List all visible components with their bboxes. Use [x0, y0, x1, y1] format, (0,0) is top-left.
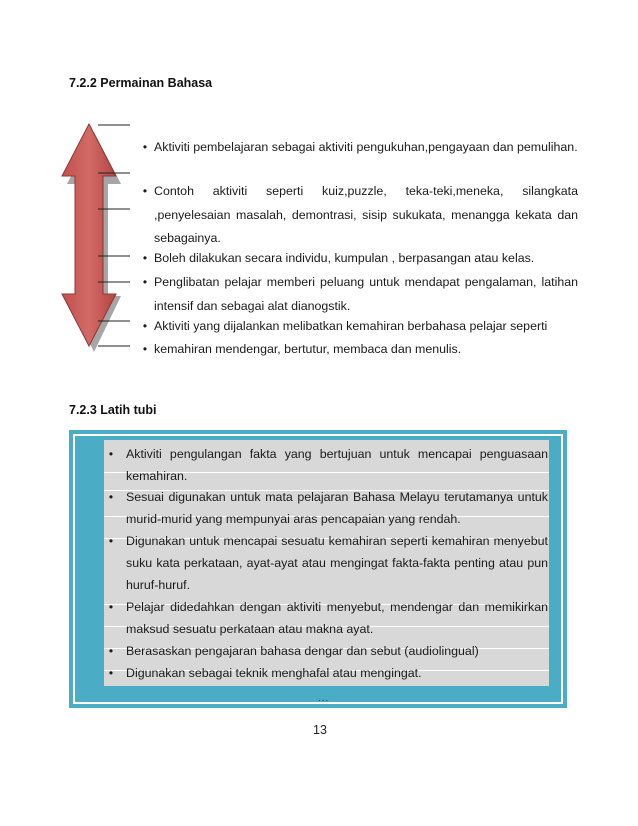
bullet-icon: •	[108, 666, 114, 680]
list-item: • Aktiviti yang dijalankan melibatkan kemahiran berbahasa pelajar seperti	[138, 315, 578, 339]
bullet-icon: •	[108, 600, 114, 614]
bullet-icon: •	[108, 534, 114, 548]
bullet-icon: •	[108, 490, 114, 504]
list-item: • Digunakan untuk mencapai sesuatu kemahiran seperti kemahiran menyebut suku kata perkataan, ayat-ayat atau mengingat fakta-fakta penting atau pun huruf-huruf.	[105, 530, 548, 596]
bullet-icon: •	[142, 342, 148, 356]
list-item: • kemahiran mendengar, bertutur, membaca dan menulis.	[138, 338, 578, 362]
list-item: • Boleh dilakukan secara individu, kumpulan , berpasangan atau kelas.	[138, 247, 578, 271]
continuation-dots: ...	[318, 693, 330, 704]
list-item: • Aktiviti pembelajaran sebagai aktiviti pengukuhan,pengayaan dan pemulihan.	[138, 136, 578, 160]
heading-latih-tubi: 7.2.3 Latih tubi	[69, 403, 157, 417]
page-number: 13	[313, 723, 327, 737]
bullet-icon: •	[142, 140, 148, 154]
bullet-icon: •	[142, 251, 148, 265]
bullet-icon: •	[108, 644, 114, 658]
list-item: • Berasaskan pengajaran bahasa dengar dan sebut (audiolingual)	[105, 640, 548, 662]
list-item: • Contoh aktiviti seperti kuiz,puzzle, teka-teki,meneka, silangkata ,penyelesaian masalah, demontrasi, sisip sukukata, menangga kekata dan sebagainya.	[138, 180, 578, 251]
list-item: • Penglibatan pelajar memberi peluang untuk mendapat pengalaman, latihan intensif dan sebagai alat dianogstik.	[138, 271, 578, 318]
bullet-icon: •	[142, 275, 148, 289]
bullet-icon: •	[108, 447, 114, 461]
list-item: • Pelajar didedahkan dengan aktiviti menyebut, mendengar dan memikirkan maksud sesuatu perkataan atau makna ayat.	[105, 596, 548, 640]
list-item: • Sesuai digunakan untuk mata pelajaran Bahasa Melayu terutamanya untuk murid-murid yang mempunyai aras pencapaian yang rendah.	[105, 486, 548, 530]
bullet-icon: •	[142, 184, 148, 198]
bullet-icon: •	[142, 319, 148, 333]
heading-permainan-bahasa: 7.2.2 Permainan Bahasa	[69, 76, 213, 90]
list-item: • Aktiviti pengulangan fakta yang bertujuan untuk mencapai penguasaan kemahiran.	[105, 443, 548, 487]
list-item: • Digunakan sebagai teknik menghafal atau mengingat.	[105, 662, 548, 684]
